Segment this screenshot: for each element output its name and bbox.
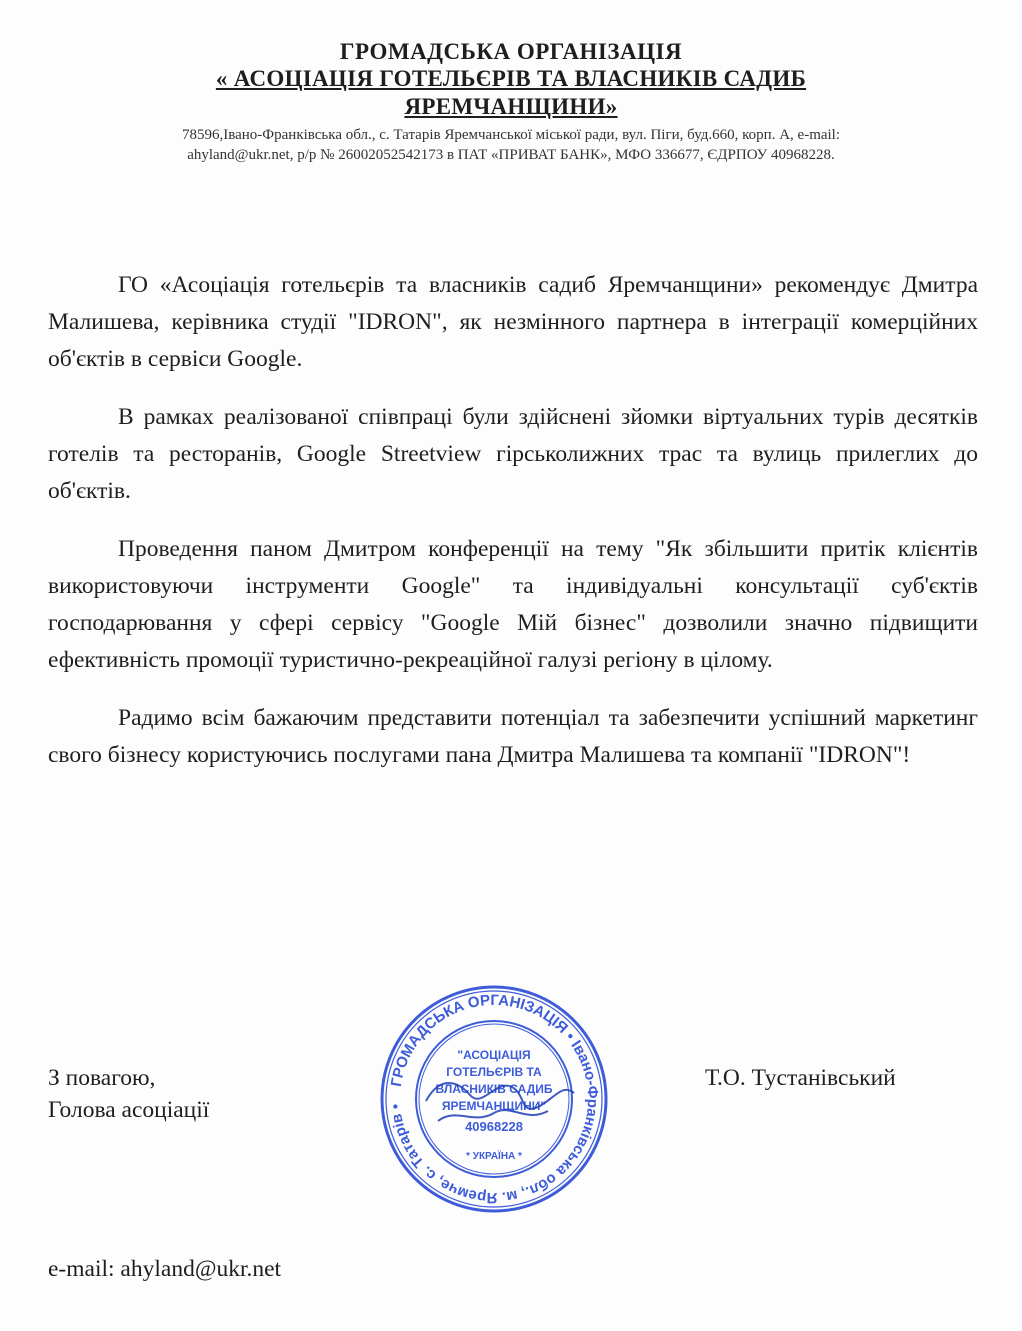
org-type: ГРОМАДСЬКА ОРГАНІЗАЦІЯ <box>339 39 683 64</box>
organization-stamp <box>378 983 610 1215</box>
stamp-inner-line1: "АСОЦІАЦІЯ <box>457 1048 531 1062</box>
address-block <box>0 125 1022 165</box>
address-line2: ahyland@ukr.net, р/р № 26002052542173 в ПАТ «ПРИВАТ БАНК», МФО 336677, ЄДРПОУ 40968228. <box>187 147 835 163</box>
stamp-outer-text: ГРОМАДСЬКА ОРГАНІЗАЦІЯ • Івано-Франківська обл., м. Яремче, с. Татарів • <box>387 991 602 1207</box>
stamp-code: 40968228 <box>465 1119 523 1134</box>
closing-regards: З повагою, <box>48 1065 156 1091</box>
org-name-line1: « АСОЦІАЦІЯ ГОТЕЛЬЄРІВ ТА ВЛАСНИКІВ САДИБ <box>215 66 807 91</box>
stamp-inner-line3: ВЛАСНИКІВ САДИБ <box>435 1082 553 1096</box>
paragraph-cooperation: В рамках реалізованої співпраці були здійснені зйомки віртуальних турів десятків готелів та ресторанів, Google Streetview гірськолижних трас та вулиць прилеглих до об'єктів. <box>48 404 978 504</box>
closing-title: Голова асоціації <box>48 1097 210 1123</box>
closing-block <box>48 1062 209 1126</box>
letter-body <box>48 267 978 795</box>
paragraph-conference: Проведення паном Дмитром конференції на тему "Як збільшити притік клієнтів використовуючи інструменти Google" та індивідуальні консультації суб'єктів господарювання у сфері сервісу "Google Мій бізнес" дозволили значно підвищити ефективність промоції туристично-рекреаційної галузі регіону в цілому. <box>48 536 978 673</box>
contact-email: e-mail: ahyland@ukr.net <box>48 1256 282 1282</box>
paragraph-recommendation: ГО «Асоціація готельєрів та власників садиб Яремчанщини» рекомендує Дмитра Малишева, керівника студії "IDRON", як незмінного партнера в інтеграції комерційних об'єктів в сервіси Google. <box>48 272 978 372</box>
signer-name: Т.О. Тустанівський <box>705 1065 896 1091</box>
letterhead <box>0 38 1022 165</box>
address-line1: 78596,Івано-Франківська обл., с. Татарів Яремчанської міської ради, вул. Піги, буд.660, корп. А, e-mail: <box>181 127 841 143</box>
stamp-inner-line4: ЯРЕМЧАНЩИНИ" <box>441 1099 547 1113</box>
stamp-country: * УКРАЇНА * <box>466 1151 522 1162</box>
org-name-line2: ЯРЕМЧАНЩИНИ» <box>404 94 618 119</box>
paragraph-closing-wish: Радимо всім бажаючим представити потенціал та забезпечити успішний маркетинг свого бізнесу користуючись послугами пана Дмитра Малишева та компанії "IDRON"! <box>48 705 978 768</box>
stamp-inner-line2: ГОТЕЛЬЄРІВ ТА <box>446 1065 542 1079</box>
